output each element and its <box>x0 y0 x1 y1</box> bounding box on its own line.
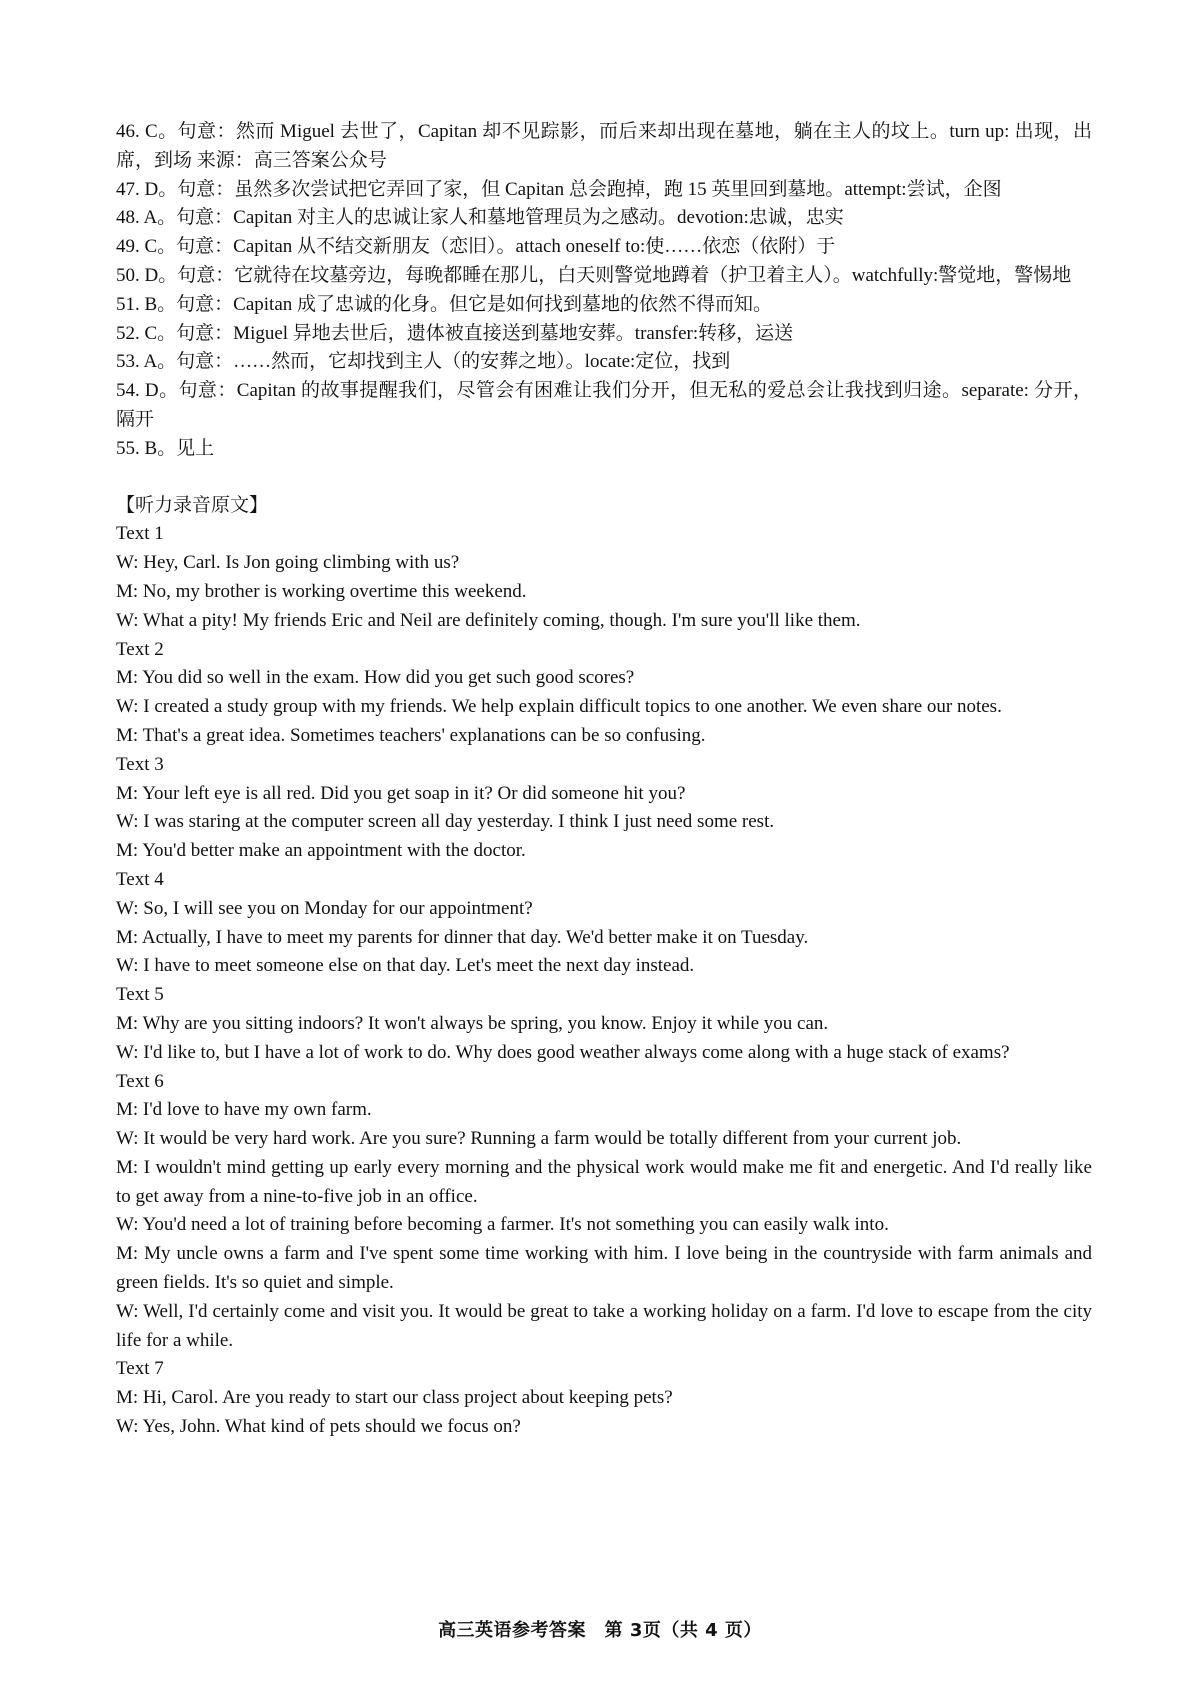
transcript-line: W: I was staring at the computer screen all day yesterday. I think I just need some rest. <box>116 811 775 833</box>
transcript-line: W: Well, I'd certainly come and visit you. It would be great to take a working holiday on a farm. I'd love to escape from the city life for a while. <box>116 1300 1092 1351</box>
transcript-line: M: Hi, Carol. Are you ready to start our class project about keeping pets? <box>116 1387 673 1409</box>
transcript-line: W: You'd need a lot of training before becoming a farmer. It's not something you can easily walk into. <box>116 1214 889 1236</box>
transcript-line: W: Yes, John. What kind of pets should we focus on? <box>116 1416 521 1438</box>
transcript-line: W: It would be very hard work. Are you sure? Running a farm would be totally different from your current job. <box>116 1128 962 1150</box>
transcript-text-label: Text 7 <box>116 1358 164 1380</box>
answer-51: 51. B。句意：Capitan 成了忠诚的化身。但它是如何找到墓地的依然不得而知。 <box>116 293 773 315</box>
transcript-line: M: My uncle owns a farm and I've spent some time working with him. I love being in the countryside with farm animals and green fields. It's so quiet and simple. <box>116 1243 1092 1294</box>
transcript-line: M: No, my brother is working overtime this weekend. <box>116 580 527 602</box>
transcript-heading: 【听力录音原文】 <box>116 494 269 516</box>
transcript-line: M: You'd better make an appointment with the doctor. <box>116 840 526 862</box>
transcript-text-label: Text 5 <box>116 984 164 1006</box>
transcript-line: M: That's a great idea. Sometimes teachers' explanations can be so confusing. <box>116 724 706 746</box>
transcript-line: M: I'd love to have my own farm. <box>116 1099 372 1121</box>
answer-52: 52. C。句意：Miguel 异地去世后，遗体被直接送到墓地安葬。transfer:转移，运送 <box>116 322 794 344</box>
transcript-line: W: So, I will see you on Monday for our appointment? <box>116 897 533 919</box>
answer-54: 54. D。句意：Capitan 的故事提醒我们，尽管会有困难让我们分开，但无私的爱总会让我找到归途。separate: 分开，隔开 <box>116 380 1092 430</box>
transcript-line: W: I'd like to, but I have a lot of work to do. Why does good weather always come along with a huge stack of exams? <box>116 1041 1010 1063</box>
transcript-line: W: I created a study group with my friends. We help explain difficult topics to one another. We even share our notes. <box>116 696 1002 718</box>
transcript-text-label: Text 6 <box>116 1070 164 1092</box>
answer-50: 50. D。句意：它就待在坟墓旁边，每晚都睡在那儿，白天则警觉地蹲着（护卫着主人）。watchfully:警觉地，警惕地 <box>116 264 1072 286</box>
transcript-text-label: Text 3 <box>116 753 164 775</box>
answer-48: 48. A。句意：Capitan 对主人的忠诚让家人和墓地管理员为之感动。devotion:忠诚，忠实 <box>116 207 844 229</box>
transcript-text-label: Text 4 <box>116 868 164 890</box>
answer-46: 46. C。句意：然而 Miguel 去世了，Capitan 却不见踪影，而后来却出现在墓地，躺在主人的坟上。turn up: 出现，出席，到场 来源：高三答案公众号 <box>116 121 1092 171</box>
transcript-line: M: Why are you sitting indoors? It won't always be spring, you know. Enjoy it while you can. <box>116 1012 829 1034</box>
transcript-line: W: Hey, Carl. Is Jon going climbing with us? <box>116 552 460 574</box>
transcript-line: M: Actually, I have to meet my parents for dinner that day. We'd better make it on Tuesday. <box>116 926 809 948</box>
transcript-line: M: You did so well in the exam. How did you get such good scores? <box>116 667 635 689</box>
transcript-line: W: What a pity! My friends Eric and Neil are definitely coming, though. I'm sure you'll like them. <box>116 609 861 631</box>
transcript <box>116 520 1092 1442</box>
page-content <box>116 118 1092 1442</box>
section-gap <box>116 464 1092 492</box>
transcript-line: M: I wouldn't mind getting up early every morning and the physical work would make me fit and energetic. And I'd really like to get away from a nine-to-five job in an office. <box>116 1156 1092 1207</box>
transcript-line: M: Your left eye is all red. Did you get soap in it? Or did someone hit you? <box>116 782 686 804</box>
transcript-line: W: I have to meet someone else on that day. Let's meet the next day instead. <box>116 955 695 977</box>
answer-55: 55. B。见上 <box>116 437 215 459</box>
transcript-text-label: Text 1 <box>116 523 164 545</box>
answer-list <box>116 118 1092 464</box>
page-footer: 高三英语参考答案 第 3页（共 4 页） <box>438 1620 762 1641</box>
answer-49: 49. C。句意：Capitan 从不结交新朋友（恋旧）。attach oneself to:使……依恋（依附）于 <box>116 236 836 258</box>
transcript-text-label: Text 2 <box>116 638 164 660</box>
answer-53: 53. A。句意：……然而，它却找到主人（的安葬之地）。locate:定位，找到 <box>116 351 731 373</box>
answer-47: 47. D。句意：虽然多次尝试把它弄回了家，但 Capitan 总会跑掉，跑 15 英里回到墓地。attempt:尝试，企图 <box>116 178 1002 200</box>
